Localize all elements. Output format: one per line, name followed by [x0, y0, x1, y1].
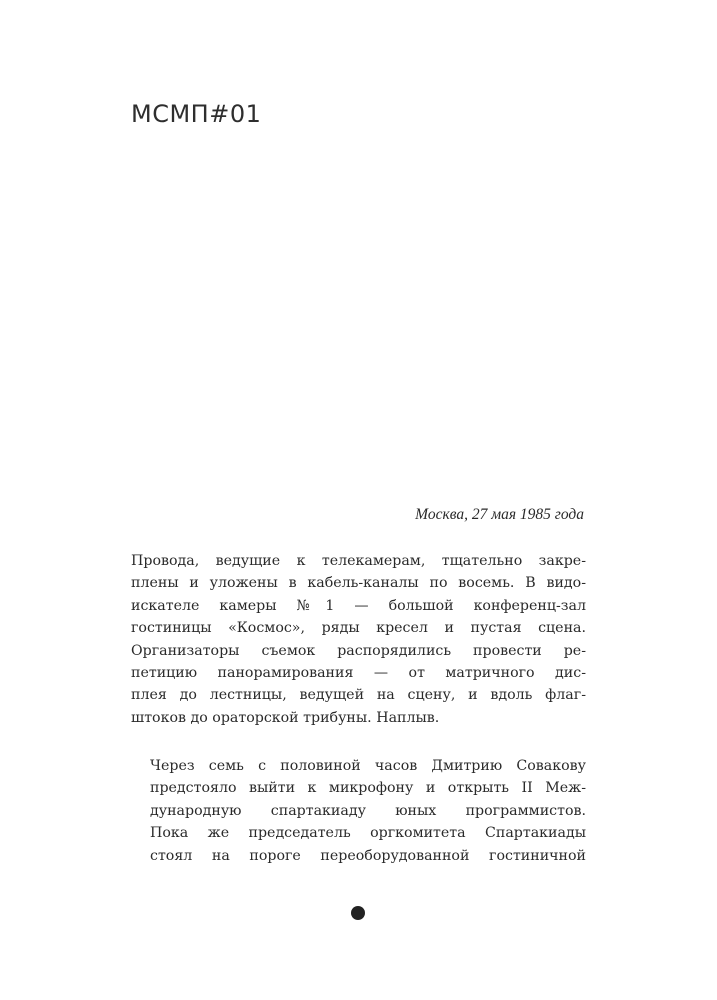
text-line: Пока же председатель оргкомитета Спартакиады	[150, 825, 586, 842]
text-line: искателе камеры №1 — большой конференц-зал	[131, 597, 586, 614]
text-line: Организаторы съемок распорядились провести ре-	[131, 642, 586, 659]
chapter-title: МСМП#01	[131, 100, 262, 128]
text-line: штоков до ораторской трибуны. Наплыв.	[131, 709, 440, 726]
paragraph-1	[131, 550, 586, 729]
text-line: Через семь с половиной часов Дмитрию Совакову	[150, 758, 586, 774]
text-line: дународную спартакиаду юных программистов.	[150, 802, 586, 819]
paragraph-2	[150, 755, 586, 867]
text-line: гостиницы «Космос», ряды кресел и пустая сцена.	[131, 620, 586, 637]
text-line: плены и уложены в кабель-каналы по восемь. В видо-	[131, 575, 586, 592]
text-line: петицию панорамирования — от матричного дис-	[131, 665, 586, 682]
text-line: плея до лестницы, ведущей на сцену, и вдоль флаг-	[131, 687, 586, 704]
dateline: Москва, 27 мая 1985 года	[415, 506, 584, 523]
text-line: предстояло выйти к микрофону и открыть II Меж-	[150, 780, 586, 797]
text-line: стоял на пороге переоборудованной гостиничной	[150, 847, 586, 864]
page-bullet-icon	[351, 906, 365, 920]
text-line: Провода, ведущие к телекамерам, тщательно закре-	[131, 553, 586, 569]
